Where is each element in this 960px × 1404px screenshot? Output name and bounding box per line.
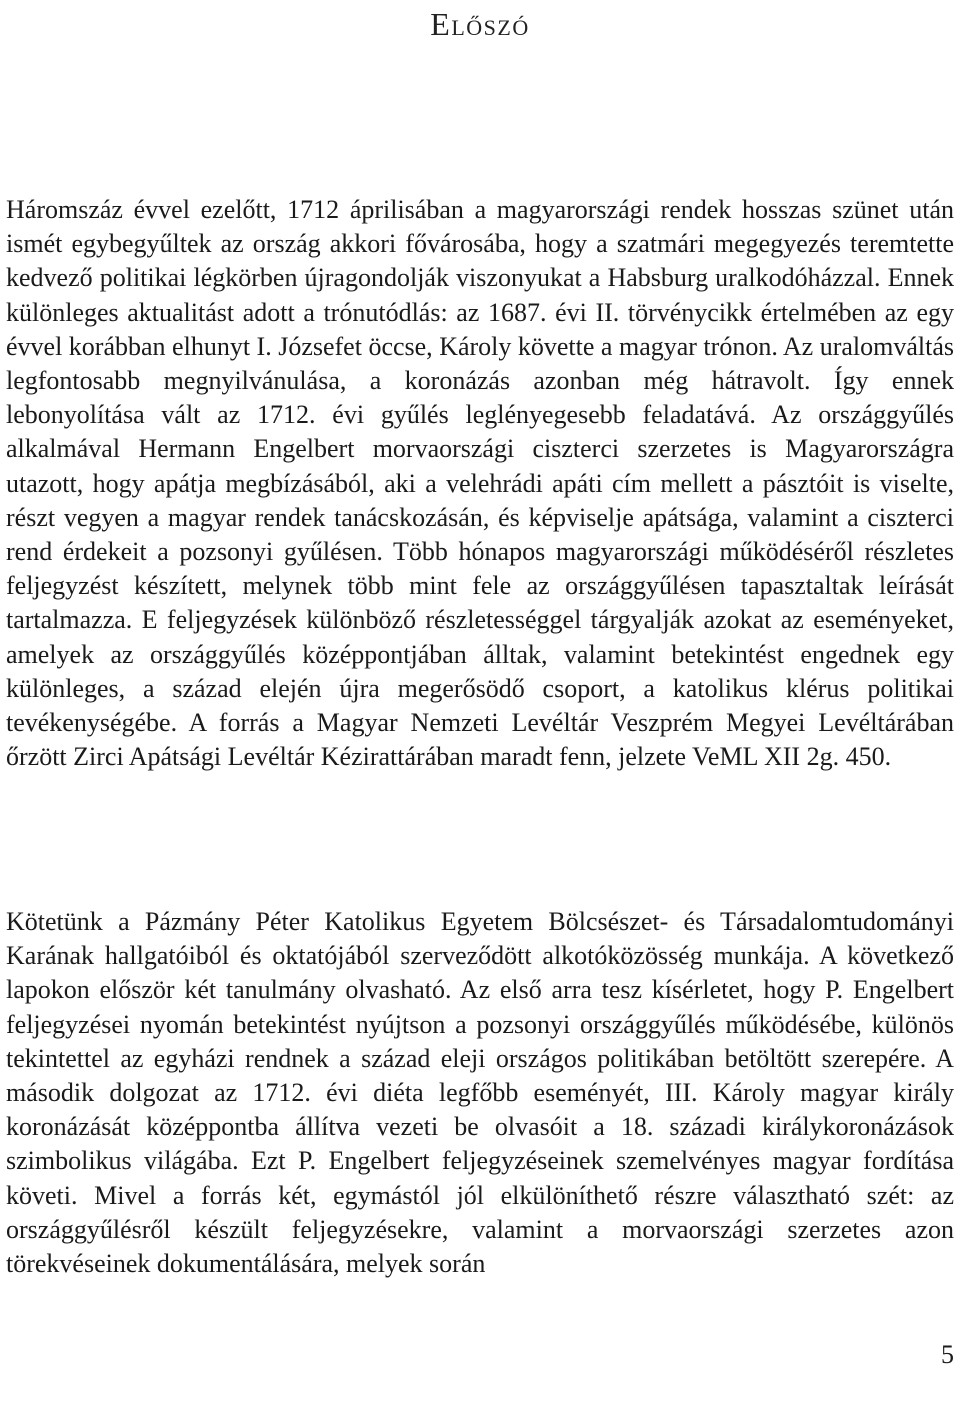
chapter-title: Előszó (430, 6, 530, 42)
paragraph-preface-intro: Háromszáz évvel ezelőtt, 1712 áprilisában a magyarországi rendek hosszas szünet után ismét egybegyűltek az ország akkori fővárosába, hogy a szatmári megegyezés teremtette kedvező politikai légkörben újragondolják viszonyukat a Habsburg uralkodóházzal. Ennek különleges aktualitást adott a trónutódlás: az 1687. évi II. törvénycikk értelmében az egy évvel korábban elhunyt I. Józsefet öccse, Károly követte a magyar trónon. Az uralomváltás legfontosabb megnyilvánulása, a koronázás azonban még hátravolt. Így ennek lebonyolítása vált az 1712. évi gyűlés leglényegesebb feladatává. Az országgyűlés alkalmával Hermann Engelbert morvaországi ciszterci szerzetes is Magyarországra utazott, hogy apátja megbízásából, aki a velehrádi apáti cím mellett a pásztóit is viselte, részt vegyen a magyar rendek tanácskozásán, és képviselje apátsága, valamint a ciszterci rend érdekeit a pozsonyi gyűlésen. Több hónapos magyarországi működéséről részletes feljegyzést készített, melynek több mint fele az országgyűlésen tapasztaltak leírását tartalmazza. E feljegyzések különböző részletességgel tárgyalják azokat az eseményeket, amelyek az országgyűlés középpontjában álltak, valamint betekintést engednek egy különleges, a század elején újra megerősödő csoport, a katolikus klérus politikai tevékenységébe. A forrás a Magyar Nemzeti Levéltár Veszprém Megyei Levéltárában őrzött Zirci Apátsági Levéltár Kézirattárában maradt fenn, jelzete VeML XII 2g. 450. (6, 195, 954, 772)
paragraph-volume-overview: Kötetünk a Pázmány Péter Katolikus Egyetem Bölcsészet- és Társadalomtudományi Karának hallgatóiból és oktatójából szerveződött alkotóközösség munkája. A következő lapokon először két tanulmány olvasható. Az első arra tesz kísérletet, hogy P. Engelbert feljegyzései nyomán betekintést nyújtson a pozsonyi országgyűlés működésébe, különös tekintettel az egyházi rendnek a század eleji országos politikában betöltött szerepére. A második dolgozat az 1712. évi diéta legfőbb eseményét, III. Károly magyar király koronázását középpontba állítva vezeti be olvasóit a 18. századi királykoronázások szimbolikus világába. Ezt P. Engelbert feljegyzéseinek szemelvényes magyar fordítása követi. Mivel a forrás két, egymástól jól elkülöníthető részre választható szét: az országgyűlésről készült feljegyzésekre, valamint a morvaországi szerzetes azon törekvéseinek dokumentálására, melyek során (6, 907, 954, 1279)
page-number: 5 (941, 1340, 954, 1369)
